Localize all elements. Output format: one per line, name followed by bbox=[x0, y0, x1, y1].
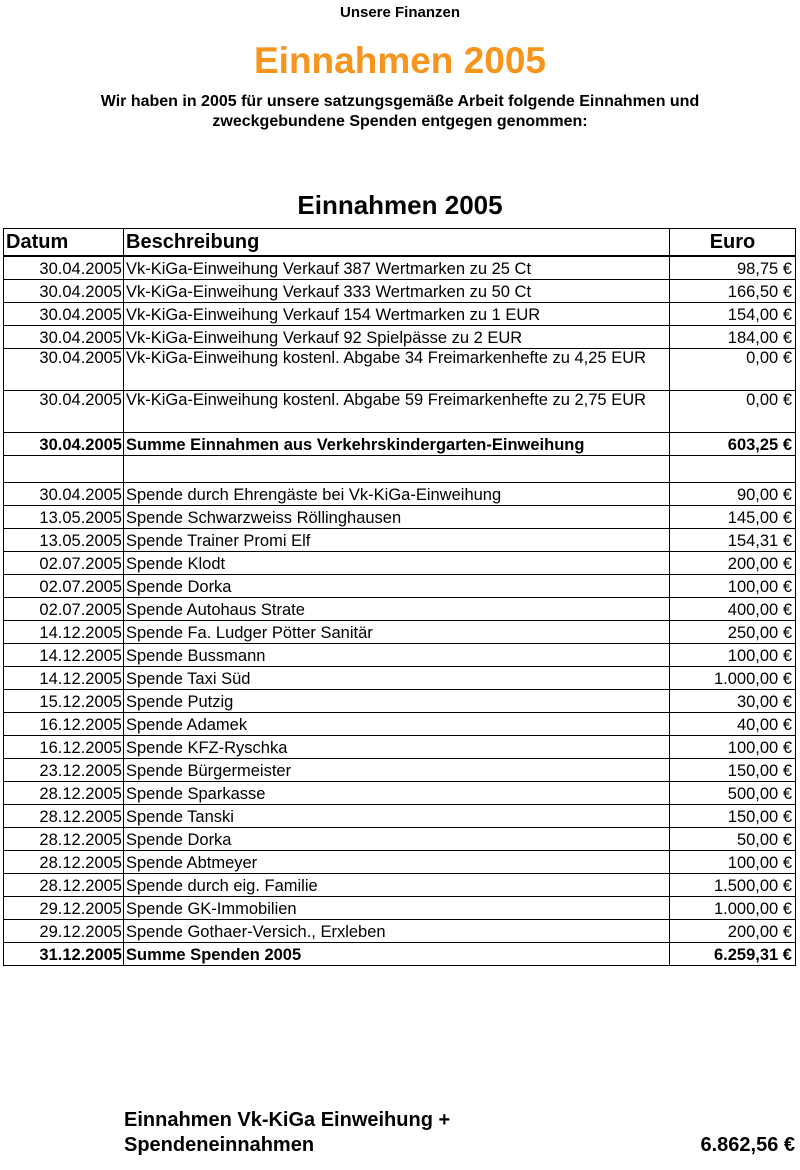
table-row bbox=[4, 505, 796, 528]
cell-date: 30.04.2005 bbox=[4, 325, 124, 348]
cell-amount: 184,00 € bbox=[670, 325, 796, 348]
table-row bbox=[4, 712, 796, 735]
income-table bbox=[3, 228, 796, 966]
cell-date: 30.04.2005 bbox=[4, 302, 124, 325]
cell-amount: 500,00 € bbox=[670, 781, 796, 804]
cell-description: Spende Bürgermeister bbox=[124, 758, 670, 781]
page-title: Einnahmen 2005 bbox=[253, 40, 546, 81]
table-row bbox=[4, 597, 796, 620]
cell-date: 30.04.2005 bbox=[4, 279, 124, 302]
table-row bbox=[4, 390, 796, 432]
cell-amount: 100,00 € bbox=[670, 850, 796, 873]
cell-description: Spende KFZ-Ryschka bbox=[124, 735, 670, 758]
cell-description: Spende Putzig bbox=[124, 689, 670, 712]
cell-date: 30.04.2005 bbox=[4, 432, 124, 455]
table-row bbox=[4, 919, 796, 942]
cell-date: 23.12.2005 bbox=[4, 758, 124, 781]
cell-description: Spende Tanski bbox=[124, 804, 670, 827]
cell-date: 28.12.2005 bbox=[4, 827, 124, 850]
cell-amount: 150,00 € bbox=[670, 758, 796, 781]
cell-date bbox=[4, 455, 124, 482]
cell-description: Summe Einnahmen aus Verkehrskindergarten-Einweihung bbox=[124, 432, 670, 455]
cell-amount: 200,00 € bbox=[670, 919, 796, 942]
cell-description: Vk-KiGa-Einweihung Verkauf 387 Wertmarken zu 25 Ct bbox=[124, 256, 670, 279]
cell-amount: 98,75 € bbox=[670, 256, 796, 279]
cell-description: Spende Trainer Promi Elf bbox=[124, 528, 670, 551]
cell-amount: 40,00 € bbox=[670, 712, 796, 735]
cell-description: Spende Schwarzweiss Röllinghausen bbox=[124, 505, 670, 528]
cell-amount: 0,00 € bbox=[670, 348, 796, 390]
cell-date: 16.12.2005 bbox=[4, 735, 124, 758]
table-row bbox=[4, 827, 796, 850]
cell-date: 29.12.2005 bbox=[4, 919, 124, 942]
cell-description: Spende GK-Immobilien bbox=[124, 896, 670, 919]
cell-amount: 6.259,31 € bbox=[670, 942, 796, 965]
cell-description: Summe Spenden 2005 bbox=[124, 942, 670, 965]
table-row bbox=[4, 528, 796, 551]
blank-row bbox=[4, 455, 796, 482]
table-row bbox=[4, 482, 796, 505]
table-title: Einnahmen 2005 bbox=[297, 190, 503, 220]
column-header-description: Beschreibung bbox=[124, 229, 670, 257]
table-row bbox=[4, 302, 796, 325]
table-row bbox=[4, 620, 796, 643]
cell-description bbox=[124, 455, 670, 482]
table-row bbox=[4, 804, 796, 827]
cell-amount: 50,00 € bbox=[670, 827, 796, 850]
cell-description: Spende Gothaer-Versich., Erxleben bbox=[124, 919, 670, 942]
cell-amount: 154,00 € bbox=[670, 302, 796, 325]
cell-amount: 603,25 € bbox=[670, 432, 796, 455]
cell-description: Vk-KiGa-Einweihung kostenl. Abgabe 59 Freimarkenhefte zu 2,75 EUR bbox=[124, 390, 670, 432]
table-row bbox=[4, 256, 796, 279]
cell-date: 30.04.2005 bbox=[4, 390, 124, 432]
cell-date: 13.05.2005 bbox=[4, 505, 124, 528]
cell-date: 30.04.2005 bbox=[4, 348, 124, 390]
page-header: Unsere Finanzen bbox=[339, 4, 461, 21]
table-row bbox=[4, 643, 796, 666]
cell-date: 14.12.2005 bbox=[4, 643, 124, 666]
cell-description: Vk-KiGa-Einweihung Verkauf 92 Spielpässe zu 2 EUR bbox=[124, 325, 670, 348]
cell-amount: 145,00 € bbox=[670, 505, 796, 528]
cell-amount: 100,00 € bbox=[670, 643, 796, 666]
cell-description: Spende Dorka bbox=[124, 574, 670, 597]
table-header-row bbox=[4, 229, 796, 257]
cell-description: Spende Adamek bbox=[124, 712, 670, 735]
cell-date: 13.05.2005 bbox=[4, 528, 124, 551]
cell-amount: 200,00 € bbox=[670, 551, 796, 574]
intro-text: Wir haben in 2005 für unsere satzungsgemäße Arbeit folgende Einnahmen und zweckgebundene Spenden entgegen genommen: bbox=[100, 93, 700, 130]
cell-date: 02.07.2005 bbox=[4, 574, 124, 597]
cell-date: 28.12.2005 bbox=[4, 781, 124, 804]
cell-description: Spende Autohaus Strate bbox=[124, 597, 670, 620]
cell-amount: 90,00 € bbox=[670, 482, 796, 505]
cell-amount: 400,00 € bbox=[670, 597, 796, 620]
sum-row bbox=[4, 432, 796, 455]
cell-amount: 154,31 € bbox=[670, 528, 796, 551]
cell-description: Spende Bussmann bbox=[124, 643, 670, 666]
table-row bbox=[4, 551, 796, 574]
cell-date: 31.12.2005 bbox=[4, 942, 124, 965]
table-row bbox=[4, 325, 796, 348]
cell-amount: 1.000,00 € bbox=[670, 896, 796, 919]
table-row bbox=[4, 873, 796, 896]
table-row bbox=[4, 574, 796, 597]
cell-description: Spende Taxi Süd bbox=[124, 666, 670, 689]
cell-description: Spende durch eig. Familie bbox=[124, 873, 670, 896]
column-header-euro: Euro bbox=[670, 229, 796, 257]
cell-description: Vk-KiGa-Einweihung Verkauf 333 Wertmarken zu 50 Ct bbox=[124, 279, 670, 302]
cell-date: 15.12.2005 bbox=[4, 689, 124, 712]
cell-amount: 166,50 € bbox=[670, 279, 796, 302]
table-row bbox=[4, 781, 796, 804]
table-row bbox=[4, 850, 796, 873]
cell-description: Vk-KiGa-Einweihung Verkauf 154 Wertmarken zu 1 EUR bbox=[124, 302, 670, 325]
cell-amount: 100,00 € bbox=[670, 735, 796, 758]
cell-date: 16.12.2005 bbox=[4, 712, 124, 735]
cell-date: 14.12.2005 bbox=[4, 620, 124, 643]
cell-amount: 1.000,00 € bbox=[670, 666, 796, 689]
cell-amount: 30,00 € bbox=[670, 689, 796, 712]
cell-date: 14.12.2005 bbox=[4, 666, 124, 689]
cell-amount: 1.500,00 € bbox=[670, 873, 796, 896]
cell-amount: 0,00 € bbox=[670, 390, 796, 432]
sum-row bbox=[4, 942, 796, 965]
cell-description: Spende Fa. Ludger Pötter Sanitär bbox=[124, 620, 670, 643]
cell-date: 29.12.2005 bbox=[4, 896, 124, 919]
table-row bbox=[4, 279, 796, 302]
cell-amount: 100,00 € bbox=[670, 574, 796, 597]
table-row bbox=[4, 735, 796, 758]
cell-description: Spende Abtmeyer bbox=[124, 850, 670, 873]
cell-date: 28.12.2005 bbox=[4, 850, 124, 873]
cell-date: 30.04.2005 bbox=[4, 482, 124, 505]
cell-description: Spende Sparkasse bbox=[124, 781, 670, 804]
table-row bbox=[4, 896, 796, 919]
cell-amount: 150,00 € bbox=[670, 804, 796, 827]
table-row bbox=[4, 689, 796, 712]
cell-description: Vk-KiGa-Einweihung kostenl. Abgabe 34 Freimarkenhefte zu 4,25 EUR bbox=[124, 348, 670, 390]
table-row bbox=[4, 666, 796, 689]
cell-description: Spende durch Ehrengäste bei Vk-KiGa-Einweihung bbox=[124, 482, 670, 505]
cell-date: 28.12.2005 bbox=[4, 804, 124, 827]
table-body bbox=[4, 256, 796, 965]
cell-date: 02.07.2005 bbox=[4, 597, 124, 620]
cell-date: 30.04.2005 bbox=[4, 256, 124, 279]
cell-amount bbox=[670, 455, 796, 482]
column-header-date: Datum bbox=[4, 229, 124, 257]
cell-description: Spende Klodt bbox=[124, 551, 670, 574]
cell-date: 02.07.2005 bbox=[4, 551, 124, 574]
cell-date: 28.12.2005 bbox=[4, 873, 124, 896]
total-value: 6.862,56 € bbox=[700, 1134, 795, 1156]
cell-amount: 250,00 € bbox=[670, 620, 796, 643]
table-row bbox=[4, 758, 796, 781]
total-label: Einnahmen Vk-KiGa Einweihung + Spendeneinnahmen bbox=[124, 1109, 451, 1156]
cell-description: Spende Dorka bbox=[124, 827, 670, 850]
table-row bbox=[4, 348, 796, 390]
